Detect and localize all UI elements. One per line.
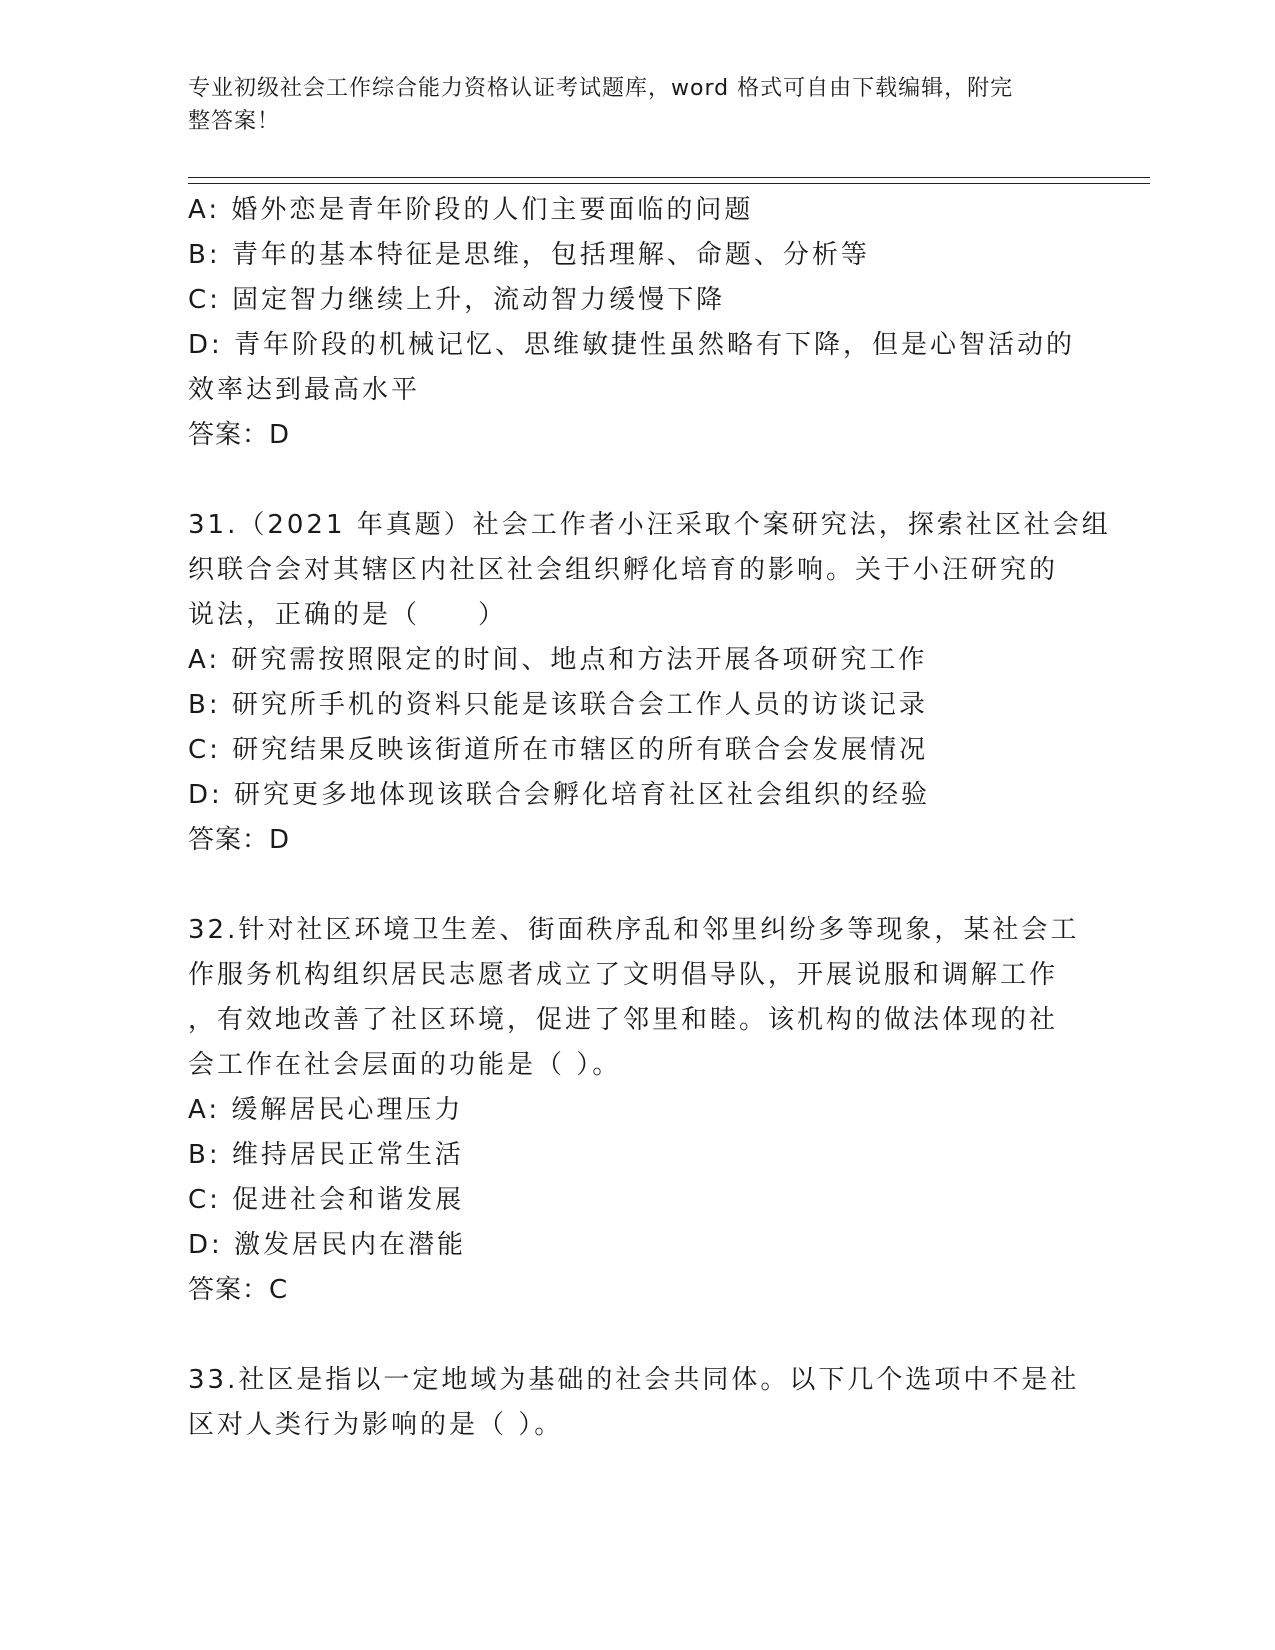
spacer (188, 458, 1088, 503)
question-stem-line: 32.针对社区环境卫生差、街面秩序乱和邻里纠纷多等现象，某社会工 (188, 915, 1080, 945)
answer-line: 答案：D (188, 420, 291, 450)
spacer (188, 1313, 1088, 1358)
question-stem-line: 作服务机构组织居民志愿者成立了文明倡导队，开展说服和调解工作 (188, 960, 1059, 990)
header-line-1: 专业初级社会工作综合能力资格认证考试题库，word 格式可自由下载编辑，附完 (188, 76, 1014, 101)
option-a: A: 研究需按照限定的时间、地点和方法开展各项研究工作 (188, 645, 928, 675)
question-stem-line: 31.（2021 年真题）社会工作者小汪采取个案研究法，探索社区社会组 (188, 510, 1111, 540)
spacer (188, 863, 1088, 908)
option-b: B: 研究所手机的资料只能是该联合会工作人员的访谈记录 (188, 690, 928, 720)
option-d-continued: 效率达到最高水平 (188, 375, 421, 405)
question-31 (188, 503, 1111, 863)
option-d: D: 研究更多地体现该联合会孵化培育社区社会组织的经验 (188, 780, 931, 810)
question-stem-line: 说法，正确的是（ ） (188, 600, 508, 630)
option-b: B: 维持居民正常生活 (188, 1140, 464, 1170)
option-d: D: 青年阶段的机械记忆、思维敏捷性虽然略有下降，但是心智活动的 (188, 330, 1076, 360)
question-content (188, 188, 1111, 1448)
option-a: A: 缓解居民心理压力 (188, 1095, 464, 1125)
option-c: C: 固定智力继续上升，流动智力缓慢下降 (188, 285, 726, 315)
question-stem-line: 区对人类行为影响的是（ ）。 (188, 1410, 564, 1440)
answer-line: 答案：C (188, 1275, 289, 1305)
question-32 (188, 908, 1088, 1313)
answer-line: 答案：D (188, 825, 291, 855)
question-stem-line: 会工作在社会层面的功能是（ ）。 (188, 1050, 622, 1080)
option-c: C: 促进社会和谐发展 (188, 1185, 465, 1215)
header-divider-bottom (188, 183, 1150, 184)
option-a: A: 婚外恋是青年阶段的人们主要面临的问题 (188, 195, 754, 225)
question-33 (188, 1358, 1088, 1448)
question-stem-line: ，有效地改善了社区环境，促进了邻里和睦。该机构的做法体现的社 (188, 1005, 1059, 1035)
question-stem-line: 织联合会对其辖区内社区社会组织孵化培育的影响。关于小汪研究的 (188, 555, 1059, 585)
question-stem-line: 33.社区是指以一定地域为基础的社会共同体。以下几个选项中不是社 (188, 1365, 1080, 1395)
question-30 (188, 188, 1088, 458)
document-header (188, 72, 1088, 138)
header-line-2: 整答案！ (188, 109, 281, 134)
header-divider-top (188, 177, 1150, 178)
option-d: D: 激发居民内在潜能 (188, 1230, 467, 1260)
option-c: C: 研究结果反映该街道所在市辖区的所有联合会发展情况 (188, 735, 929, 765)
option-b: B: 青年的基本特征是思维，包括理解、命题、分析等 (188, 240, 870, 270)
